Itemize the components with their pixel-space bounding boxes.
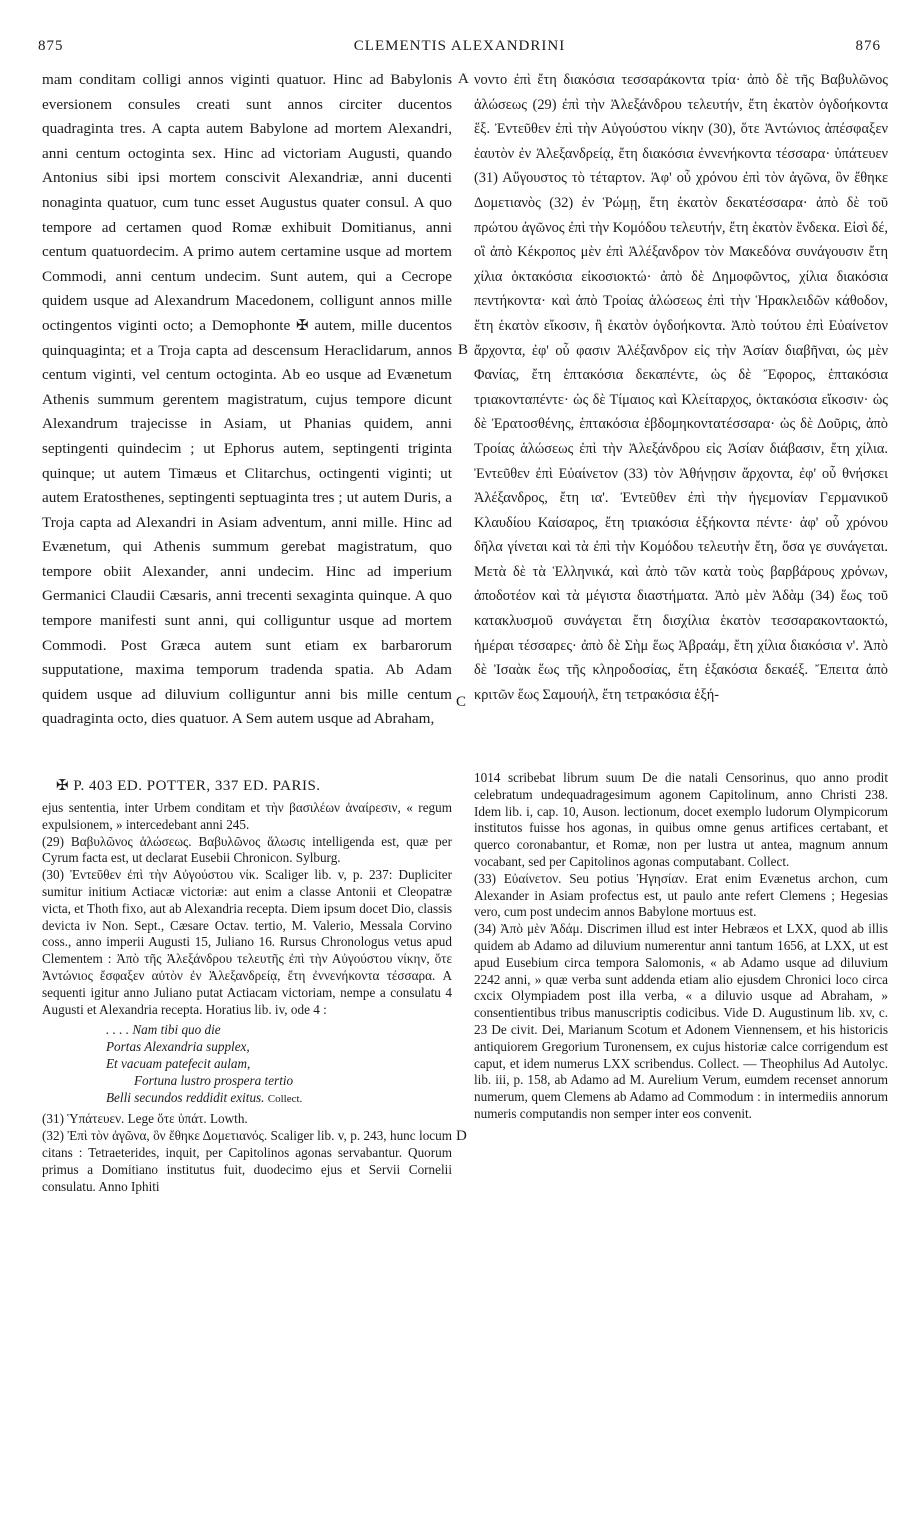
margin-letter-c: C	[456, 694, 467, 710]
note-31: (31) Ὑπάτευεν. Lege ὅτε ὑπάτ. Lowth.	[42, 1111, 248, 1127]
margin-letter-b: B	[458, 342, 469, 358]
running-head: CLEMENTIS ALEXANDRINI	[353, 38, 566, 54]
latin-column	[42, 68, 452, 732]
note-29: (29) Βαβυλῶνος ἁλώσεως. Βαβυλῶνος ἅλωσις intelligenda est, quæ per Cyrum facta est, ut declarat Eusebii Chronicon. Sylburg.	[42, 833, 452, 866]
latin-text: mam conditam colligi annos viginti quatuor. Hinc ad Babylonis eversionem consules creati sunt annos circiter ducentos quadraginta tres. A capta autem Babylone ad mortem Alexandri, anni centum octoginta sex. Hinc ad victoriam Augusti, quando Antonius sibi ipsi mortem conscivit Alexandriæ, anni ducenti nonaginta quatuor, cum tunc esset Augustus quater consul. A quo tempore ad certamen quod Romæ exhibuit Domitianus, anni centum quatuordecim. A primo autem certamine usque ad mortem Commodi, anni centum undecim. Sunt autem, qui a Cecrope quidem usque ad Alexandrum Macedonem, colligunt annos mille octingentos viginti octo; a Demophonte ✠ autem, mille ducentos quinquaginta; et a Troja capta ad descensum Heraclidarum, annos centum viginti, vel centum octoginta. Ab eo usque ad Evænetum Athenis summum gerentem magistratum, cujus tempore dicunt Alexandrum trajecisse in Asiam, ut Phanias quidem, anni septingenti quindecim ; ut Ephorus autem, septingenti triginta quinque; ut autem Timæus et Clitarchus, octingenti viginti; ut autem Eratosthenes, septingenti septuaginta tres ; ut autem Duris, a Troja capta ad Alexandri in Asiam adventum, anni mille. Hinc ad Evænetum, qui Athenis summum gerebat magistratum, quo tempore obiit Alexander, anni undecim. Hinc ad imperium Germanici Claudii Cæsaris, anni trecenti sexaginta quinque. A quo tempore manifesti sunt anni, qui colliguntur usque ad mortem Commodi. Post Græca autem sunt etiam ex barbarorum supputatione, maxima temporum tradenda spatia. Ab Adam quidem usque ad diluvium colliguntur anni bis mille centum quadraginta octo, dies quatuor. A Sem autem usque ad Abraham,	[42, 71, 452, 728]
verse-line: Belli secundos reddidit exitus.	[106, 1089, 265, 1105]
footnotes-left	[42, 800, 452, 1195]
note-30: (30) Ἐντεῦθεν ἐπὶ τὴν Αὐγούστου νίκ. Scaliger lib. v, p. 237: Dupliciter sumitur initium Actiacæ victoriæ: aut enim a classe Antonii et Cleopatræ victa, et Thoth fixo, aut ab Alexandria recepta. Diem ipsum docet Dio, classis devicta iv Non. Sept., Cæsare Octav. tertio, M. Valerio, Messala Corvino coss., anno imperii Augusti 15, Juliano 16. Rursus Chronologus vetus apud Clementem : Ἀπὸ τῆς Ἀλεξάνδρου τελευτῆς ἐπὶ τὴν Αὐγούστου νίκην, ὅτε Ἀντώνιος ἔσφαξεν αὐτὸν ἐν Ἀλεξανδρείᾳ, ἔτη ἐννενήκοντα τέσσαρα. A sequenti igitur anno Juliano putat Actiacam victoriam, nempe a consulatu 4 Augusti et Alexandria recepta. Horatius lib. iv, ode 4 :	[42, 867, 452, 1017]
margin-letter-d: D	[456, 1128, 467, 1144]
verse-line: . . . . Nam tibi quo die	[106, 1022, 221, 1038]
note-32: (32) Ἐπὶ τὸν ἀγῶνα, ὃν ἔθηκε Δομετιανός. Scaliger lib. v, p. 243, hunc locum citans : Tetraeterides, inquit, per Capitolinos agonas servabantur. Quorum primus a Domitiano institutus fuit, duodecimo ejus et Servii Cornelii consulatu. Anno Iphiti	[42, 1128, 452, 1194]
horace-verse	[106, 1022, 452, 1107]
greek-column	[474, 68, 888, 707]
footnotes-right	[474, 770, 888, 1123]
edition-reference: ✠ P. 403 ED. POTTER, 337 ED. PARIS.	[56, 778, 321, 794]
verse-line: Fortuna lustro prospera tertio	[134, 1072, 294, 1088]
note-continuation: 1014 scribebat librum suum De die natali Censorinus, quo anno prodit celebratum undequadragesimum agonem Capitolinum, anno Christi 238. Idem lib. i, cap. 10, Auson. lectionum, docet exemplo ludorum Olympicorum institutos fuisse hos agonas, in quibus omne genus artifices certabant, et querco coronabantur, et Romæ, non per lustra ut antea, magnum annum vocabant, sed per Capitolinos agonas computabant. Collect.	[474, 770, 888, 869]
page-header	[38, 38, 881, 58]
note-34: (34) Ἀπὸ μὲν Ἀδάμ. Discrimen illud est inter Hebræos et LXX, quod ab illis quidem ab Adamo ad diluvium numerentur anni tantum 1656, at LXX, ut est apud Eusebium circa tempora Salomonis, « ab Adamo usque ad diluvium 2242 anni, » quæ verba sunt addenda etiam alio ejusdem Chronici loco circa cxcix Olympiadem post illa verba, « a diluvio usque ad Abraham, » consentientibus tribus manuscriptis codicibus. Vide D. Augustinum lib. xv, c. 23 De civit. Dei, Marianum Scotum et Adonem Viennensem, et his historicis antiquiorem Gregorium Turonensem, ex cujus historiæ calce corrigendum est caput, et idem numerus LXX scribendus. Collect. — Theophilus Ad Autolyc. lib. iii, p. 158, ab Adamo ad M. Aurelium Verum, eumdem recenset annorum numerum, quem Clemens ab Adamo ad Commodum : in intermediis annorum numeris computandis non semper inter eos convenit.	[474, 921, 888, 1121]
margin-letter-a: A	[458, 71, 469, 87]
verse-line: Et vacuam patefecit aulam,	[106, 1055, 251, 1071]
note-continuation: ejus sententia, inter Urbem conditam et τὴν βασιλέων ἀναίρεσιν, « regum expulsionem, » intercedebant anni 245.	[42, 800, 452, 832]
note-33: (33) Εὐαίνετον. Seu potius Ἡγησίαν. Erat enim Evænetus archon, cum Alexander in Asiam profectus est, ut paulo ante refert Clemens ; Hegesias vero, cum post undecim annos Babylone mortuus est.	[474, 870, 888, 920]
verse-line: Portas Alexandria supplex,	[106, 1039, 250, 1055]
page-number-left: 875	[38, 38, 64, 54]
greek-text: νοντο ἐπὶ ἔτη διακόσια τεσσαράκοντα τρία· ἀπὸ δὲ τῆς Βαβυλῶνος ἁλώσεως (29) ἐπὶ τὴν Ἀλεξάνδρου τελευτήν, ἔτη ἑκατὸν ὀγδοήκοντα ἕξ. Ἐντεῦθεν ἐπὶ τὴν Αὐγούστου νίκην (30), ὅτε Ἀντώνιος ἀπέσφαξεν ἑαυτὸν ἐν Ἀλεξανδρείᾳ, ἔτη διακόσια ἐννενήκοντα τέσσαρα· ὑπάτευεν (31) Αὔγουστος τὸ τέταρτον. Ἀφ' οὗ χρόνου ἐπὶ τὸν ἀγῶνα, ὃν ἔθηκε Δομετιανὸς (32) ἐν Ῥώμῃ, ἔτη ἑκατὸν δεκατέσσαρα· ἀπὸ δὲ τοῦ πρώτου ἀγῶνος ἐπὶ τὴν Κομόδου τελευτήν, ἔτη ἑκατὸν ἕνδεκα. Εἰσὶ δέ, οἳ ἀπὸ Κέκροπος μὲν ἐπὶ Ἀλέξανδρον τὸν Μακεδόνα συνάγουσιν ἔτη χίλια ὀκτακόσια εἰκοσιοκτώ· ἀπὸ δὲ Δημοφῶντος, χίλια διακόσια πεντήκοντα· καὶ ἀπὸ Τροίας ἁλώσεως ἐπὶ τὴν Ἡρακλειδῶν κάθοδον, ἔτη ἑκατὸν εἴκοσιν, ἢ ἑκατὸν ὀγδοήκοντα. Ἀπὸ τούτου ἐπὶ Εὐαίνετον ἄρχοντα, ἐφ' οὗ φασιν Ἀλέξανδρον εἰς τὴν Ἀσίαν διαβῆναι, ὡς μὲν Φανίας, ἔτη ἑπτακόσια δεκαπέντε, ὡς δὲ Ἔφορος, ἑπτακόσια τριακονταπέντε· ὡς δὲ Τίμαιος καὶ Κλείταρχος, ὀκτακόσια εἴκοσιν· ὡς δὲ Ἐρατοσθένης, ἑπτακόσια ἑβδομηκοντατέσσαρα· ὡς δὲ Δοῦρις, ἀπὸ Τροίας ἁλώσεως ἐπὶ τὴν Ἀλεξάνδρου εἰς Ἀσίαν διάβασιν, ἔτη χίλια. Ἐντεῦθεν ἐπὶ Εὐαίνετον (33) τὸν Ἀθήνῃσιν ἄρχοντα, ἐφ' οὗ θνήσκει Ἀλέξανδρος, ἔτη ια'. Ἐντεῦθεν ἐπὶ τὴν ἡγεμονίαν Γερμανικοῦ Κλαυδίου Καίσαρος, ἔτη τριακόσια ἑξήκοντα πέντε· ἀφ' οὗ χρόνου δῆλα γίνεται καὶ τὰ ἐπὶ τὴν Κομόδου τελευτὴν ἔτη, ὅσα γε συνάγεται. Μετὰ δὲ τὰ Ἑλληνικά, καὶ ἀπὸ τῶν κατὰ τοὺς βαρβάρους χρόνων, ἀποδοτέον καὶ τὰ μέγιστα διαστήματα. Ἀπὸ μὲν Ἀδὰμ (34) ἕως τοῦ κατακλυσμοῦ συνάγεται ἔτη δισχίλια ἑκατὸν τεσσαρακονταοκτώ, ἡμέραι τέσσαρες· ἀπὸ δὲ Σὴμ ἕως Ἀβραάμ, ἔτη χίλια διακόσια ν'. Ἀπὸ δὲ Ἰσαὰκ ἕως τῆς κληροδοσίας, ἔτη ἑξακόσια δεκαέξ. Ἔπειτα ἀπὸ κριτῶν ἕως Σαμουήλ, ἔτη τετρακόσια ἑξή-	[474, 72, 888, 703]
page-number-right: 876	[855, 38, 881, 54]
verse-source: Collect.	[267, 1092, 303, 1105]
